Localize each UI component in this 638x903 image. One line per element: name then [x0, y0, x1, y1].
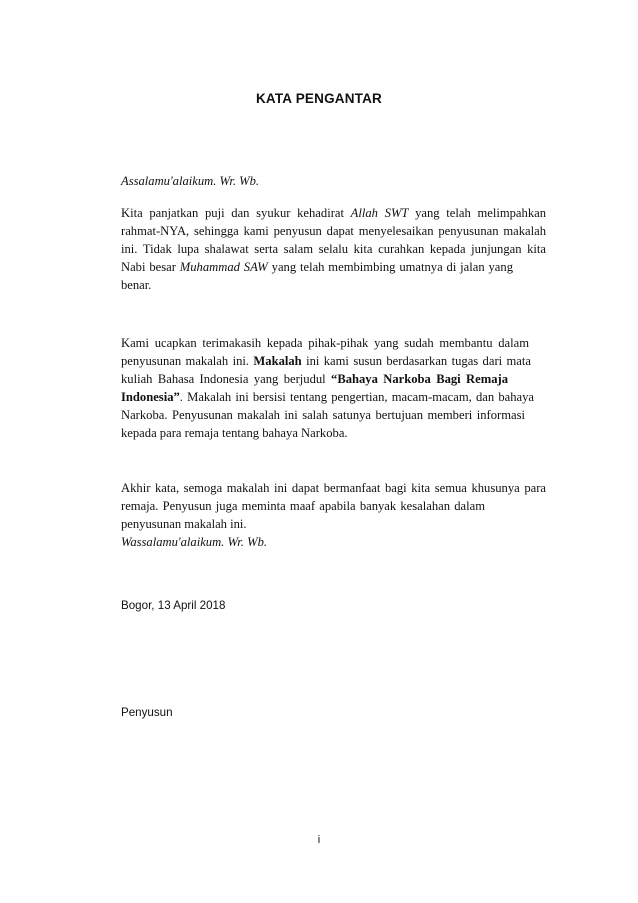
page-title: KATA PENGANTAR — [255, 91, 383, 106]
paragraph-3 — [121, 479, 546, 533]
signature-label: Penyusun — [121, 706, 173, 719]
paragraph-1 — [121, 204, 546, 294]
paragraph-3-line-1: Akhir kata, semoga makalah ini dapat bermanfaat bagi kita semua khusunya para — [121, 481, 546, 495]
paragraph-2 — [121, 334, 546, 442]
paragraph-1-line-2: rahmat-NYA, sehingga kami penyusun dapat menyelesaikan penyusunan makalah — [121, 224, 546, 238]
paragraph-2-line-3: kuliah Bahasa Indonesia yang berjudul “Bahaya Narkoba Bagi Remaja — [121, 372, 508, 386]
paragraph-2-line-4: Indonesia”. Makalah ini bersisi tentang pengertian, macam-macam, dan bahaya — [121, 390, 534, 404]
paragraph-1-line-1: Kita panjatkan puji dan syukur kehadirat Allah SWT yang telah melimpahkan — [121, 206, 546, 220]
greeting-text: Assalamu'alaikum. Wr. Wb. — [121, 174, 260, 188]
paragraph-3-line-3: penyusunan makalah ini. — [121, 517, 247, 531]
paragraph-2-line-2: penyusunan makalah ini. Makalah ini kami susun berdasarkan tugas dari mata — [121, 354, 531, 368]
paragraph-2-line-1: Kami ucapkan terimakasih kepada pihak-pihak yang sudah membantu dalam — [121, 336, 529, 350]
closing-text: Wassalamu'alaikum. Wr. Wb. — [121, 535, 268, 549]
greeting — [121, 172, 546, 190]
page-number: i — [317, 834, 321, 846]
place-date: Bogor, 13 April 2018 — [121, 599, 226, 612]
paragraph-2-line-5: Narkoba. Penyusunan makalah ini salah satunya bertujuan memberi informasi — [121, 408, 525, 422]
paragraph-1-line-5: benar. — [121, 278, 152, 292]
paragraph-1-line-4: Nabi besar Muhammad SAW yang telah membimbing umatnya di jalan yang — [121, 260, 513, 274]
paragraph-1-line-3: ini. Tidak lupa shalawat serta salam selalu kita curahkan kepada junjungan kita — [121, 242, 546, 256]
paragraph-3-line-2: remaja. Penyusun juga meminta maaf apabila banyak kesalahan dalam — [121, 499, 485, 513]
paragraph-2-line-6: kepada para remaja tentang bahaya Narkoba. — [121, 426, 348, 440]
closing — [121, 533, 546, 551]
